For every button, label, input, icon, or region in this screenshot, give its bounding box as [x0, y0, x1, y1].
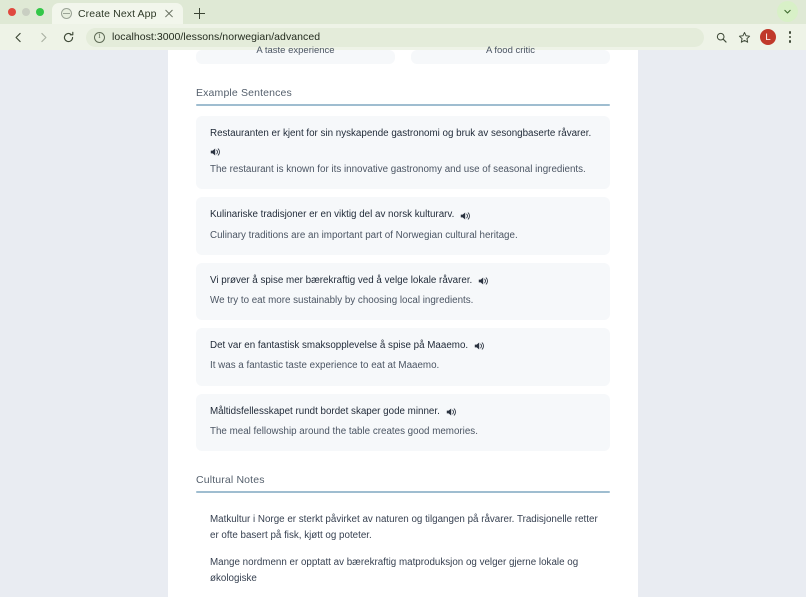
tab-strip	[0, 0, 806, 24]
sentence-native-row	[210, 339, 596, 353]
example-sentences-section	[196, 87, 610, 451]
sentence-native-text: Vi prøver å spise mer bærekraftig ved å velge lokale råvarer.	[210, 274, 473, 286]
vocabulary-card-label: A food critic	[485, 45, 536, 56]
sentence-native-row	[210, 274, 596, 288]
section-heading: Example Sentences	[196, 87, 292, 99]
tab-title: Create Next App	[78, 7, 157, 20]
arrow-left-icon[interactable]	[7, 26, 29, 48]
chevron-down-icon[interactable]	[777, 1, 798, 22]
sentence-native-row	[210, 405, 596, 419]
toolbar-actions	[711, 27, 799, 48]
sentence-native-text: Kulinariske tradisjoner er en viktig del av norsk kulturarv.	[210, 209, 455, 221]
sentence-translation-text: It was a fantastic taste experience to eat at Maaemo.	[210, 360, 440, 372]
avatar[interactable]: L	[760, 29, 776, 45]
window-traffic-lights	[8, 0, 52, 24]
page-scroll-area[interactable]	[0, 45, 806, 597]
address-bar[interactable]	[86, 28, 704, 47]
cultural-notes-section	[196, 474, 610, 586]
sentence-translation-text: The restaurant is known for its innovative gastronomy and use of seasonal ingredients.	[210, 164, 586, 176]
minimize-window-button[interactable]	[22, 8, 30, 16]
cultural-note-paragraph: Mange nordmenn er opptatt av bærekraftig matproduksjon og velger gjerne lokale og økologiske	[210, 556, 579, 584]
speaker-icon[interactable]	[210, 147, 221, 157]
vocabulary-cards-clipped-row	[196, 45, 610, 64]
url-text: localhost:3000/lessons/norwegian/advanced	[112, 31, 321, 43]
section-divider	[196, 491, 610, 493]
magnifier-icon[interactable]	[711, 27, 732, 48]
browser-toolbar	[0, 24, 806, 50]
sentence-card[interactable]	[196, 197, 610, 254]
vocabulary-card[interactable]	[196, 45, 395, 64]
plus-icon[interactable]	[189, 3, 211, 24]
section-heading: Cultural Notes	[196, 474, 265, 487]
speaker-icon[interactable]	[446, 407, 457, 417]
sentence-native-text: Det var en fantastisk smaksopplevelse å spise på Maaemo.	[210, 340, 469, 352]
info-circle-icon[interactable]	[94, 32, 105, 43]
arrow-right-icon	[32, 26, 54, 48]
section-divider	[196, 104, 610, 106]
sentence-card[interactable]	[196, 116, 610, 189]
sentence-card[interactable]	[196, 394, 610, 451]
globe-icon	[61, 8, 72, 19]
sentence-card[interactable]	[196, 328, 610, 385]
sentence-translation-text: The meal fellowship around the table creates good memories.	[210, 425, 478, 437]
star-icon[interactable]	[734, 27, 755, 48]
sentence-native-text: Måltidsfellesskapet rundt bordet skaper gode minner.	[210, 405, 440, 417]
cultural-notes-body	[196, 503, 610, 586]
lesson-content-container	[168, 45, 638, 597]
kebab-menu-icon[interactable]	[781, 27, 799, 48]
sentence-native-row	[210, 127, 596, 157]
page-viewport	[0, 45, 806, 597]
speaker-icon[interactable]	[460, 211, 471, 221]
vocabulary-card[interactable]	[411, 45, 610, 64]
close-window-button[interactable]	[8, 8, 16, 16]
cultural-note-paragraph: Matkultur i Norge er sterkt påvirket av naturen og tilgangen på råvarer. Tradisjonelle retter er ofte basert på fisk, kjøtt og poteter.	[210, 514, 598, 541]
sentence-translation-text: Culinary traditions are an important part of Norwegian cultural heritage.	[210, 229, 518, 241]
reload-icon[interactable]	[57, 26, 79, 48]
speaker-icon[interactable]	[478, 276, 489, 286]
sentence-native-row	[210, 208, 596, 222]
browser-tab[interactable]	[52, 3, 183, 24]
vocabulary-card-label: A taste experience	[256, 45, 335, 56]
sentence-card[interactable]	[196, 263, 610, 320]
sentence-native-text: Restauranten er kjent for sin nyskapende gastronomi og bruk av sesongbaserte råvarer.	[210, 128, 592, 139]
sentence-translation-text: We try to eat more sustainably by choosing local ingredients.	[210, 295, 474, 307]
maximize-window-button[interactable]	[36, 8, 44, 16]
close-icon[interactable]	[163, 7, 176, 20]
speaker-icon[interactable]	[474, 341, 485, 351]
